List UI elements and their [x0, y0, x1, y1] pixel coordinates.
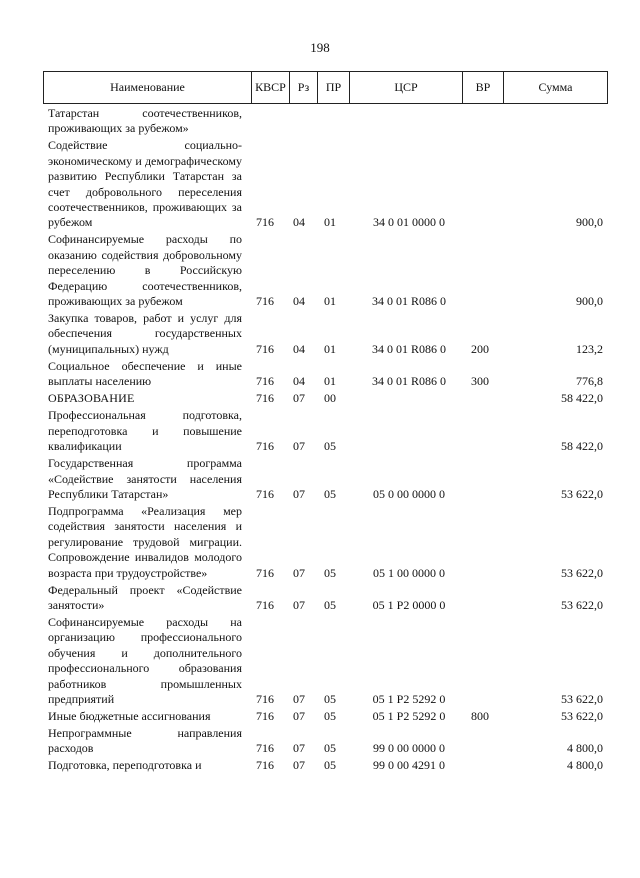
row-name: Государственная программа «Содействие занятости населения Республики Татарстан» — [48, 456, 242, 501]
row-name: Федеральный проект «Содействие занятости» — [48, 582, 242, 612]
row-vr: 800 — [471, 708, 489, 723]
row-rz: 07 — [293, 691, 305, 706]
row-kvsr: 716 — [256, 215, 274, 230]
row-name: Закупка товаров, работ и услуг для обеспечения государственных (муниципальных) нужд — [48, 311, 242, 356]
column-header-name: Наименование — [110, 80, 185, 94]
row-pr: 05 — [324, 565, 336, 580]
row-sum: 776,8 — [576, 374, 603, 389]
row-sum: 58 422,0 — [561, 391, 603, 406]
table-row — [43, 709, 608, 724]
row-name: Социальное обеспечение и иные выплаты населению — [48, 358, 242, 389]
row-name: Непрограммные направления расходов — [48, 725, 242, 756]
row-kvsr: 716 — [256, 294, 274, 309]
row-rz: 07 — [293, 439, 305, 454]
row-sum: 53 622,0 — [561, 597, 603, 612]
table-row — [43, 456, 608, 502]
row-name: Подготовка, переподготовка и — [48, 758, 202, 773]
row-rz: 07 — [293, 486, 305, 501]
row-kvsr: 716 — [256, 741, 274, 756]
row-pr: 05 — [324, 691, 336, 706]
row-rz: 07 — [293, 708, 305, 723]
row-pr: 01 — [324, 294, 336, 309]
row-csr: 99 0 00 0000 0 — [373, 741, 445, 756]
column-header-kvsr: КВСР — [251, 72, 289, 103]
row-sum: 4 800,0 — [567, 741, 603, 756]
table-row — [43, 408, 608, 454]
row-sum: 123,2 — [576, 341, 603, 356]
table-row — [43, 311, 608, 357]
row-pr: 01 — [324, 215, 336, 230]
column-header-rz: Рз — [289, 72, 317, 103]
row-rz: 04 — [293, 374, 305, 389]
row-sum: 53 622,0 — [561, 708, 603, 723]
row-name: Софинансируемые расходы по оказанию содействия добровольному переселению в Российскую Федерацию соотечественников, проживающих за рубежом — [48, 232, 242, 309]
column-header-csr: ЦСР — [349, 72, 462, 103]
row-kvsr: 716 — [256, 374, 274, 389]
row-name: Профессиональная подготовка, переподготовка и повышение квалификации — [48, 408, 242, 454]
row-rz: 07 — [293, 565, 305, 580]
table-row — [43, 615, 608, 707]
row-kvsr: 716 — [256, 597, 274, 612]
row-rz: 07 — [293, 758, 305, 773]
row-sum: 53 622,0 — [561, 691, 603, 706]
row-csr: 05 1 P2 5292 0 — [372, 708, 446, 723]
table-row — [43, 583, 608, 614]
row-csr: 34 0 01 R086 0 — [371, 374, 446, 389]
table-row — [43, 391, 608, 406]
row-csr: 34 0 01 0000 0 — [373, 215, 445, 230]
row-pr: 05 — [324, 439, 336, 454]
column-header-sum: Сумма — [503, 72, 607, 103]
row-csr: 05 1 P2 5292 0 — [372, 691, 446, 706]
row-pr: 01 — [324, 341, 336, 356]
row-name: Татарстан соотечественников, проживающих за рубежом» — [48, 106, 242, 136]
row-kvsr: 716 — [256, 439, 274, 454]
row-csr: 05 1 00 0000 0 — [373, 565, 445, 580]
column-header-vr: ВР — [462, 72, 503, 103]
row-name: Содействие социально-экономическому и демографическому развитию Республики Татарстан за счет добровольного переселения соотечественников, проживающих за рубежом — [48, 138, 242, 230]
row-kvsr: 716 — [256, 708, 274, 723]
row-rz: 04 — [293, 215, 305, 230]
row-sum: 900,0 — [576, 215, 603, 230]
row-vr: 200 — [471, 341, 489, 356]
row-name: Иные бюджетные ассигнования — [48, 708, 211, 723]
row-kvsr: 716 — [256, 391, 274, 406]
row-vr: 300 — [471, 374, 489, 389]
row-pr: 05 — [324, 486, 336, 501]
row-sum: 58 422,0 — [561, 439, 603, 454]
row-kvsr: 716 — [256, 691, 274, 706]
row-kvsr: 716 — [256, 758, 274, 773]
table-row — [43, 359, 608, 390]
row-name: Подпрограмма «Реализация мер содействия занятости населения и регулирование трудовой миграции. Сопровождение инвалидов молодого возраста при трудоустройстве» — [48, 503, 242, 580]
table-body — [43, 106, 608, 774]
row-sum: 900,0 — [576, 294, 603, 309]
row-kvsr: 716 — [256, 565, 274, 580]
row-csr: 99 0 00 4291 0 — [373, 758, 445, 773]
row-csr: 34 0 01 R086 0 — [371, 294, 446, 309]
table-row — [43, 726, 608, 757]
row-name: Софинансируемые расходы на организацию профессионального обучения и дополнительного профессионального образования работников промышленных предприятий — [48, 614, 242, 706]
row-pr: 05 — [324, 708, 336, 723]
row-rz: 07 — [293, 597, 305, 612]
row-sum: 53 622,0 — [561, 486, 603, 501]
table-row — [43, 138, 608, 230]
table-row — [43, 106, 608, 137]
row-csr: 05 0 00 0000 0 — [373, 486, 445, 501]
row-pr: 05 — [324, 597, 336, 612]
row-name: ОБРАЗОВАНИЕ — [48, 391, 135, 406]
row-rz: 04 — [293, 294, 305, 309]
page-number: 198 — [310, 40, 330, 55]
table-row — [43, 758, 608, 773]
row-kvsr: 716 — [256, 341, 274, 356]
table-row — [43, 232, 608, 309]
row-kvsr: 716 — [256, 486, 274, 501]
table-header — [43, 71, 608, 104]
row-pr: 05 — [324, 741, 336, 756]
table-row — [43, 504, 608, 581]
column-header-pr: ПР — [317, 72, 349, 103]
row-pr: 05 — [324, 758, 336, 773]
row-csr: 05 1 P2 0000 0 — [372, 597, 446, 612]
row-pr: 00 — [324, 391, 336, 406]
row-sum: 53 622,0 — [561, 565, 603, 580]
row-rz: 07 — [293, 741, 305, 756]
row-rz: 04 — [293, 341, 305, 356]
row-csr: 34 0 01 R086 0 — [371, 341, 446, 356]
row-sum: 4 800,0 — [567, 758, 603, 773]
row-pr: 01 — [324, 374, 336, 389]
row-rz: 07 — [293, 391, 305, 406]
